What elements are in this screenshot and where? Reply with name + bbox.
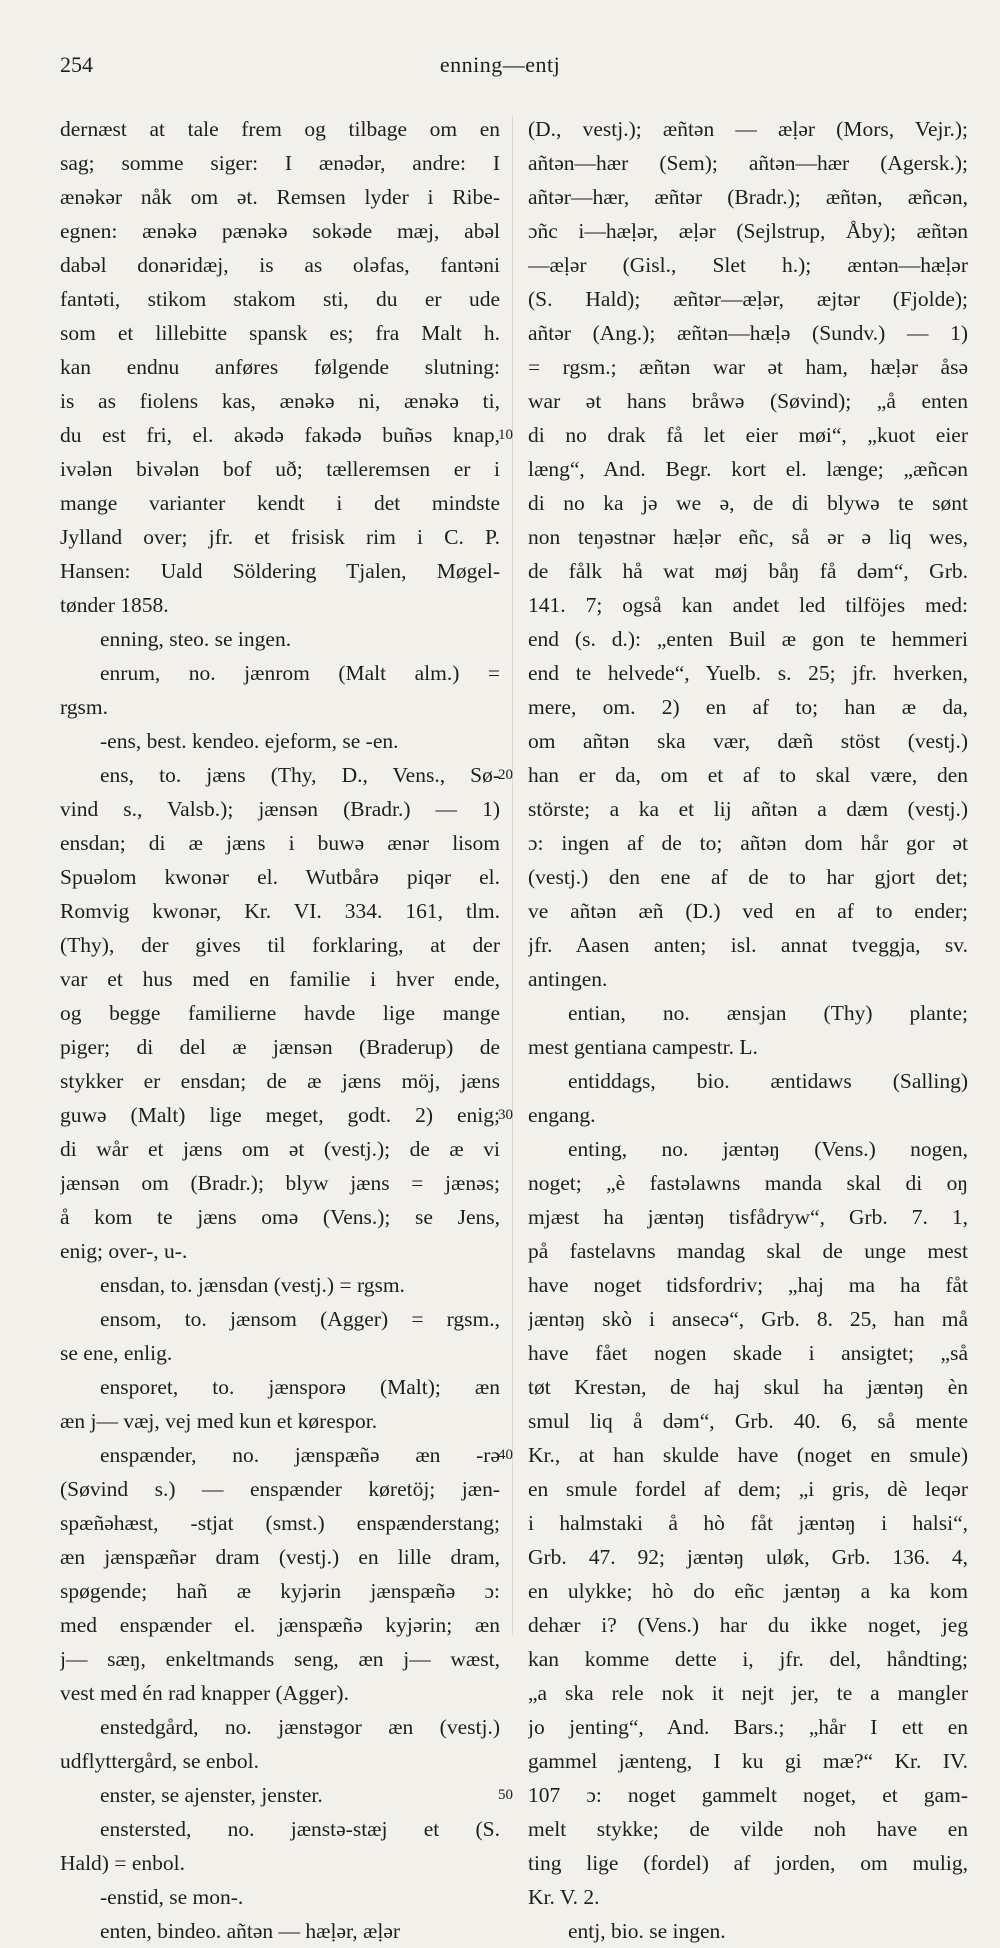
text-line: end (s. d.): „enten Buil æ gon te hemmeri xyxy=(528,627,968,651)
text-line: dehær i? (Vens.) har du ikke noget, jeg xyxy=(528,1613,968,1637)
column-gutter xyxy=(512,115,513,1635)
text-line: di wår et jæns om ət (vestj.); de æ vi xyxy=(60,1137,500,1161)
text-line: Kr., at han skulde have (noget en smule) xyxy=(528,1443,968,1467)
text-line: Grb. 47. 92; jæntəŋ uløk, Grb. 136. 4, xyxy=(528,1545,968,1569)
text-line: end te helvede“, Yuelb. s. 25; jfr. hverken, xyxy=(528,661,968,685)
text-line: Hald) = enbol. xyxy=(60,1851,185,1875)
text-line: ve añtən æñ (D.) ved en af to ender; xyxy=(528,899,968,923)
text-line: med enspænder el. jænspæñə kyjərin; æn xyxy=(60,1613,500,1637)
text-line: enig; over-, u-. xyxy=(60,1239,188,1263)
text-line: dabəl donəridæj, is as oləfas, fantəni xyxy=(60,253,500,277)
text-line: ɔ: ingen af de to; añtən dom hår gor ət xyxy=(528,831,968,855)
text-line: „a ska rele nok it nejt jer, te a mangler xyxy=(528,1681,968,1705)
right-column xyxy=(528,112,968,1948)
text-line: ensdan, to. jænsdan (vestj.) = rgsm. xyxy=(100,1273,405,1297)
text-line: -enstid, se mon-. xyxy=(100,1885,244,1909)
text-line: störste; a ka et lij añtən a dæm (vestj.) xyxy=(528,797,968,821)
text-line: 141. 7; også kan andet led tilföjes med: xyxy=(528,593,968,617)
running-head: enning—entj xyxy=(439,52,561,77)
text-line: war ət hans bråwə (Søvind); „å enten xyxy=(528,389,968,413)
text-line: udflyttergård, se enbol. xyxy=(60,1749,260,1773)
text-line: is as fiolens kas, ænəkə ni, ænəkə ti, xyxy=(60,389,500,413)
text-line: i halmstaki å hò fåt jæntəŋ i halsi“, xyxy=(528,1511,968,1535)
text-line: tøt Krestən, de haj skul ha jæntəŋ èn xyxy=(528,1375,968,1399)
text-line: Spuəlom kwonər el. Wutbårə piqər el. xyxy=(60,865,500,889)
text-line: æn j— væj, vej med kun et kørespor. xyxy=(60,1409,378,1433)
text-line: de fålk hå wat møj båŋ få dəm“, Grb. xyxy=(528,559,968,583)
text-line: se ene, enlig. xyxy=(60,1341,173,1365)
text-line: ting lige (fordel) af jorden, om mulig, xyxy=(528,1851,968,1875)
text-line: ensporet, to. jænsporə (Malt); æn xyxy=(100,1375,500,1399)
line-number: 20 xyxy=(498,767,513,783)
text-line: ænəkər nåk om ət. Remsen lyder i Ribe- xyxy=(60,185,500,209)
text-line: dernæst at tale frem og tilbage om en xyxy=(60,117,500,141)
text-line: spæñəhæst, -stjat (smst.) enspænderstang; xyxy=(60,1511,500,1535)
text-line: 107 ɔ: noget gammelt noget, et gam- xyxy=(528,1783,968,1807)
text-line: Hansen: Uald Söldering Tjalen, Møgel- xyxy=(60,559,500,583)
text-line: guwə (Malt) lige meget, godt. 2) enig; xyxy=(60,1103,500,1127)
text-line: engang. xyxy=(528,1103,596,1127)
text-line: añtər (Ang.); æñtən—hæḷə (Sundv.) — 1) xyxy=(528,321,968,345)
text-line: om añtən ska vær, dæñ stöst (vestj.) xyxy=(528,729,968,753)
page-number: 254 xyxy=(60,52,93,77)
text-line: ens, to. jæns (Thy, D., Vens., Sø- xyxy=(100,763,500,787)
line-number: 50 xyxy=(498,1787,513,1803)
page-header xyxy=(0,52,1000,88)
text-line: di no drak få let eier møi“, „kuot eier xyxy=(528,423,968,447)
text-line: enten, bindeo. añtən — hæḷər, æḷər xyxy=(100,1919,401,1943)
text-line: mest gentiana campestr. L. xyxy=(528,1035,758,1059)
text-line: (vestj.) den ene af de to har gjort det; xyxy=(528,865,968,889)
text-line: og begge familierne havde lige mange xyxy=(60,1001,500,1025)
text-line: enspænder, no. jænspæñə æn -rə xyxy=(100,1443,500,1467)
text-line: jo jenting“, And. Bars.; „hår I ett en xyxy=(528,1715,968,1739)
text-line: rgsm. xyxy=(60,695,108,719)
text-line: jæntəŋ skò i ansecə“, Grb. 8. 25, han må xyxy=(528,1307,968,1331)
text-line: sag; somme siger: I ænədər, andre: I xyxy=(60,151,500,175)
text-line: en smule fordel af dem; „i gris, dè leqər xyxy=(528,1477,968,1501)
text-line: entian, no. ænsjan (Thy) plante; xyxy=(568,1001,968,1025)
text-line: tønder 1858. xyxy=(60,593,169,617)
text-line: var et hus med en familie i hver ende, xyxy=(60,967,500,991)
text-line: vest med én rad knapper (Agger). xyxy=(60,1681,349,1705)
line-number: 30 xyxy=(498,1107,513,1123)
text-line: en ulykke; hò do eñc jæntəŋ a ka kom xyxy=(528,1579,968,1603)
text-line: ɔñc i—hæḷər, æḷər (Sejlstrup, Åby); æñtən xyxy=(528,219,968,243)
text-line: spøgende; hañ æ kyjərin jænspæñə ɔ: xyxy=(60,1579,500,1603)
text-line: añtər—hær, æñtər (Bradr.); æñtən, æñcən, xyxy=(528,185,968,209)
line-number: 10 xyxy=(498,427,513,443)
text-line: jænsən om (Bradr.); blyw jæns = jænəs; xyxy=(60,1171,500,1195)
text-line: mere, om. 2) en af to; han æ da, xyxy=(528,695,968,719)
text-line: fantəti, stikom stakom sti, du er ude xyxy=(60,287,500,311)
text-line: piger; di del æ jænsən (Braderup) de xyxy=(60,1035,500,1059)
text-line: enstedgård, no. jænstəgor æn (vestj.) xyxy=(100,1715,500,1739)
text-line: non teŋəstnər hæḷər eñc, så ər ə liq wes, xyxy=(528,525,968,549)
text-line: (Søvind s.) — enspænder køretöj; jæn- xyxy=(60,1477,500,1501)
text-line: som et lillebitte spansk es; fra Malt h. xyxy=(60,321,500,345)
text-line: enting, no. jæntəŋ (Vens.) nogen, xyxy=(568,1137,968,1161)
text-line: æn jænspæñər dram (vestj.) en lille dram, xyxy=(60,1545,500,1569)
text-line: kan komme dette i, jfr. del, håndting; xyxy=(528,1647,968,1671)
text-line: —æḷər (Gisl., Slet h.); æntən—hæḷər xyxy=(528,253,968,277)
text-line: (D., vestj.); æñtən — æḷər (Mors, Vejr.); xyxy=(528,117,968,141)
text-line: Jylland over; jfr. et frisisk rim i C. P. xyxy=(60,525,500,549)
text-line: gammel jænteng, I ku gi mæ?“ Kr. IV. xyxy=(528,1749,968,1773)
text-line: Romvig kwonər, Kr. VI. 334. 161, tlm. xyxy=(60,899,500,923)
text-line: enster, se ajenster, jenster. xyxy=(100,1783,323,1807)
text-line: han er da, om et af to skal være, den xyxy=(528,763,968,787)
text-line: = rgsm.; æñtən war ət ham, hæḷər åsə xyxy=(528,355,968,379)
text-line: antingen. xyxy=(528,967,608,991)
text-line: (Thy), der gives til forklaring, at der xyxy=(60,933,500,957)
text-line: enstersted, no. jænstə-stæj et (S. xyxy=(100,1817,500,1841)
text-line: have noget tidsfordriv; „haj ma ha fåt xyxy=(528,1273,968,1297)
text-line: smul liq å dəm“, Grb. 40. 6, så mente xyxy=(528,1409,968,1433)
text-line: ensom, to. jænsom (Agger) = rgsm., xyxy=(100,1307,500,1331)
text-line: di no ka jə we ə, de di blywə te sønt xyxy=(528,491,968,515)
text-line: på fastelavns mandag skal de unge mest xyxy=(528,1239,968,1263)
text-line: egnen: ænəkə pænəkə sokəde mæj, abəl xyxy=(60,219,500,243)
text-line: (S. Hald); æñtər—æḷər, æjtər (Fjolde); xyxy=(528,287,968,311)
text-line: jfr. Aasen anten; isl. annat tveggja, sv. xyxy=(528,933,968,957)
text-line: kan endnu anføres følgende slutning: xyxy=(60,355,500,379)
text-line: vind s., Valsb.); jænsən (Bradr.) — 1) xyxy=(60,797,500,821)
text-line: mjæst ha jæntəŋ tisfådryw“, Grb. 7. 1, xyxy=(528,1205,968,1229)
text-line: j— sæŋ, enkeltmands seng, æn j— wæst, xyxy=(60,1647,500,1671)
text-line: enrum, no. jænrom (Malt alm.) = xyxy=(100,661,500,685)
text-line: noget; „è fastəlawns manda skal di oŋ xyxy=(528,1171,968,1195)
text-line: ensdan; di æ jæns i buwə ænər lisom xyxy=(60,831,500,855)
text-line: ivələn bivələn bof uð; tælleremsen er i xyxy=(60,457,500,481)
text-line: entj, bio. se ingen. xyxy=(568,1919,726,1943)
text-line: læng“, And. Begr. kort el. længe; „æñcən xyxy=(528,457,968,481)
line-number: 40 xyxy=(498,1447,513,1463)
text-line: du est fri, el. akədə fakədə buñəs knap, xyxy=(60,423,500,447)
text-line: añtən—hær (Sem); añtən—hær (Agersk.); xyxy=(528,151,968,175)
text-line: enning, steo. se ingen. xyxy=(100,627,292,651)
text-line: mange varianter kendt i det mindste xyxy=(60,491,500,515)
text-line: stykker er ensdan; de æ jæns möj, jæns xyxy=(60,1069,500,1093)
text-line: -ens, best. kendeo. ejeform, se -en. xyxy=(100,729,399,753)
text-line: å kom te jæns omə (Vens.); se Jens, xyxy=(60,1205,500,1229)
text-line: melt stykke; de vilde noh have en xyxy=(528,1817,968,1841)
text-line: entiddags, bio. æntidaws (Salling) xyxy=(568,1069,968,1093)
text-line: have fået nogen skade i ansigtet; „så xyxy=(528,1341,968,1365)
left-column xyxy=(60,112,500,1948)
text-line: Kr. V. 2. xyxy=(528,1885,600,1909)
